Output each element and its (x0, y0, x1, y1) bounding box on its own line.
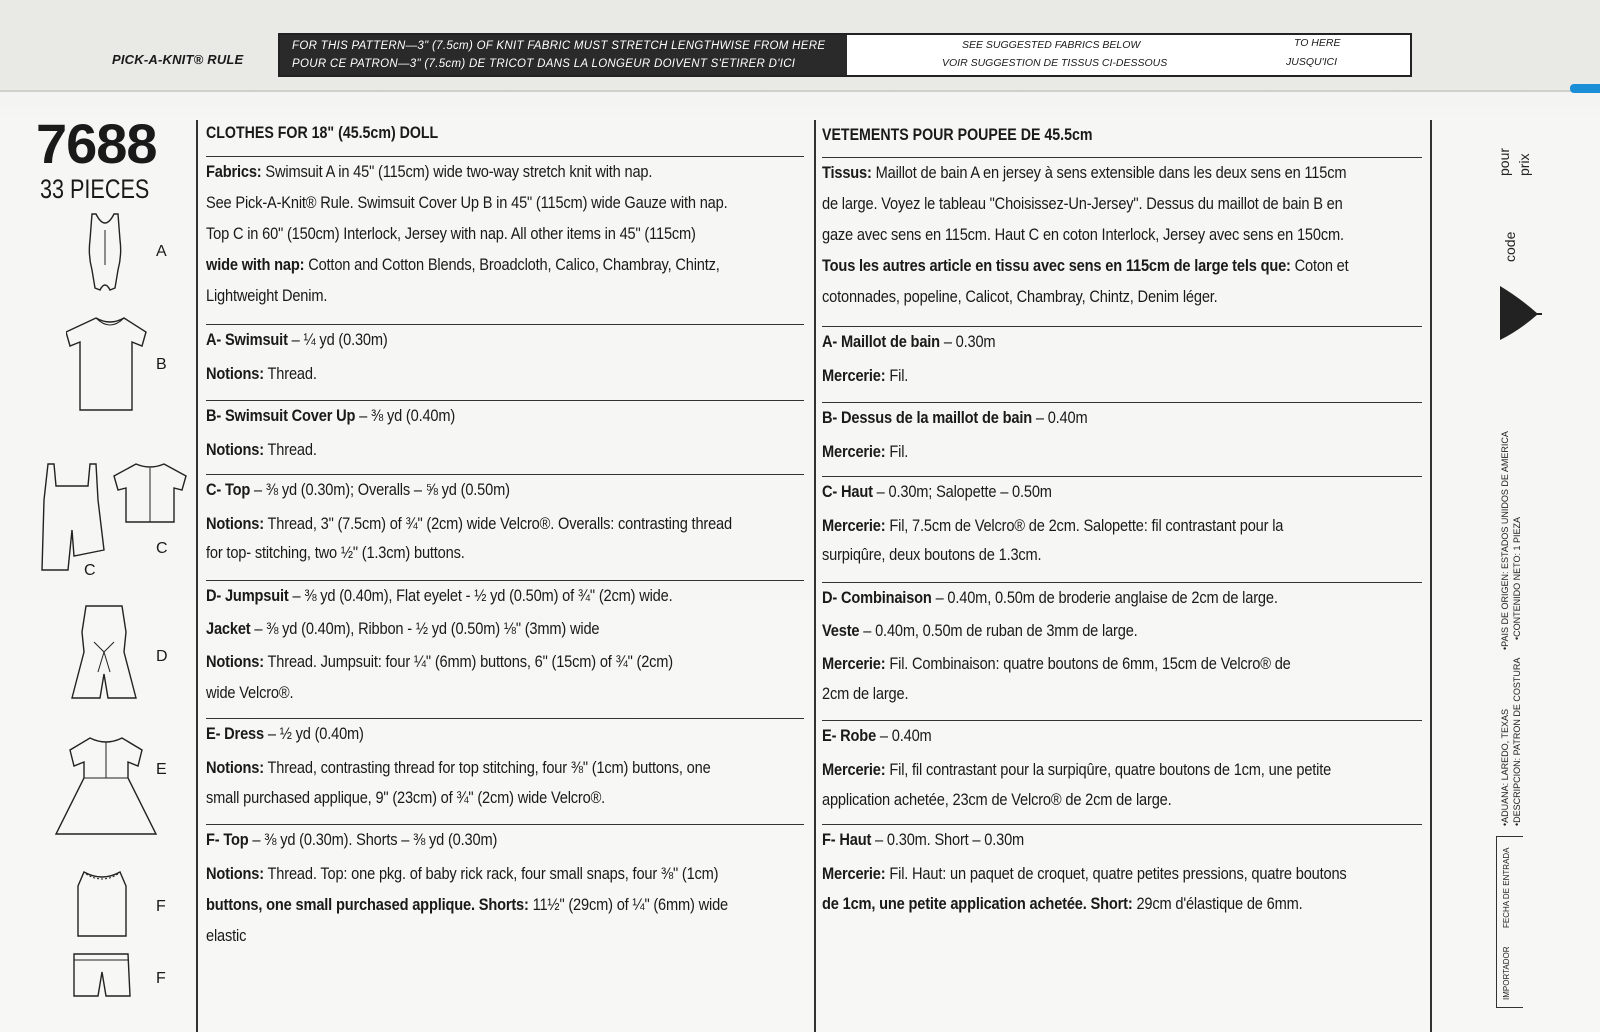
section-notions: Notions: Thread. Jumpsuit: four ¼" (6mm) buttons, 6" (15cm) of ¾" (2cm) (206, 652, 674, 671)
side-aduana: •ADUANA: LAREDO, TEXAS (1500, 708, 1510, 826)
english-fabrics (206, 156, 804, 305)
section-title: E- Robe – 0.40m (822, 726, 932, 745)
fabrics-line: Fabrics: Swimsuit A in 45" (115cm) wide two-way stretch knit with nap. (206, 162, 653, 181)
blue-tab-mark (1570, 84, 1600, 93)
french-column (822, 118, 1422, 1018)
letter-c-top: C (156, 540, 168, 557)
english-section-e (206, 718, 804, 807)
section-notions: Mercerie: Fil, 7.5cm de Velcro® de 2cm. Salopette: fil contrastant pour la (822, 516, 1284, 535)
side-importador: IMPORTADOR (1502, 946, 1511, 1000)
section-title: D- Combinaison – 0.40m, 0.50m de broderie anglaise de 2cm de large. (822, 588, 1278, 607)
section-notions: Notions: Thread. Top: one pkg. of baby rick rack, four small snaps, four ⅜" (1cm) (206, 864, 719, 883)
letter-b: B (156, 356, 167, 373)
side-code: code (1502, 231, 1518, 262)
section-notions: buttons, one small purchased applique. Shorts: 11½" (29cm) of ¼" (6mm) wide (206, 895, 729, 914)
section-notions: de 1cm, une petite application achetée. Short: 29cm d'élastique de 6mm. (822, 894, 1303, 913)
section-notions: small purchased applique, 9" (23cm) of ¾" (2cm) wide Velcro®. (206, 788, 606, 807)
letter-a: A (156, 243, 167, 260)
section-title: A- Swimsuit – ¼ yd (0.30m) (206, 330, 388, 349)
umbrella-icon (1498, 280, 1544, 346)
top-c-icon (112, 460, 192, 528)
section-title: A- Maillot de bain – 0.30m (822, 332, 996, 351)
fabrics-line: gaze avec sens en 115cm. Haut C en coton Interlock, Jersey avec sens en 150cm. (822, 225, 1344, 244)
pick-a-knit-rule-label: PICK-A-KNIT® RULE (112, 52, 244, 67)
swimsuit-a-icon (70, 210, 140, 300)
cover-up-b-icon (66, 312, 156, 417)
divider-right (1430, 120, 1432, 1032)
side-pour: pour (1496, 147, 1512, 176)
french-fabrics (822, 157, 1422, 306)
side-contents: •CONTENIDO NETO: 1 PIEZA (1512, 516, 1522, 640)
rule-line-french: POUR CE PATRON—3" (7.5cm) DE TRICOT DANS LA LONGEUR DOIVENT S'ETIRER D'ICI (292, 58, 796, 70)
english-section-f (206, 824, 804, 945)
english-heading: CLOTHES FOR 18" (45.5cm) DOLL (206, 124, 439, 142)
section-notions: Notions: Thread. (206, 440, 317, 459)
section-title: B- Dessus de la maillot de bain – 0.40m (822, 408, 1088, 427)
french-section-a (822, 326, 1422, 385)
english-section-c (206, 474, 804, 562)
jumpsuit-d-icon (64, 602, 144, 704)
fabrics-line: See Pick-A-Knit® Rule. Swimsuit Cover Up B in 45" (115cm) wide Gauze with nap. (206, 193, 728, 212)
letter-f-shorts: F (156, 970, 166, 987)
rule-jusquici: JUSQU'ICI (1286, 56, 1338, 68)
section-title: Jacket – ⅜ yd (0.40m), Ribbon - ½ yd (0.50m) ⅛" (3mm) wide (206, 619, 600, 638)
section-notions: application achetée, 23cm de Velcro® de 2cm de large. (822, 790, 1172, 809)
section-notions: wide Velcro®. (206, 683, 294, 702)
french-section-e (822, 720, 1422, 809)
pattern-number: 7688 (36, 112, 157, 175)
letter-c-overalls: C (84, 562, 96, 579)
letter-d: D (156, 648, 168, 665)
english-section-b (206, 400, 804, 459)
section-notions: Notions: Thread, 3" (7.5cm) of ¾" (2cm) wide Velcro®. Overalls: contrasting thread (206, 514, 732, 533)
side-fecha: FECHA DE ENTRADA (1502, 847, 1511, 928)
letter-f-top: F (156, 898, 166, 915)
section-title: E- Dress – ½ yd (0.40m) (206, 724, 364, 743)
french-section-d (822, 582, 1422, 703)
section-title: D- Jumpsuit – ⅜ yd (0.40m), Flat eyelet - ½ yd (0.50m) of ¾" (2cm) wide. (206, 586, 673, 605)
french-heading: VETEMENTS POUR POUPEE DE 45.5cm (822, 126, 1093, 144)
pick-a-knit-rule (278, 33, 1412, 77)
top-f-icon (70, 868, 134, 940)
fabrics-line: Top C in 60" (150cm) Interlock, Jersey with nap. All other items in 45" (115cm) (206, 224, 696, 243)
section-title: F- Top – ⅜ yd (0.30m). Shorts – ⅜ yd (0.30m) (206, 830, 498, 849)
french-section-f (822, 824, 1422, 913)
section-title: Veste – 0.40m, 0.50m de ruban de 3mm de large. (822, 621, 1138, 640)
shorts-f-icon (70, 950, 134, 1002)
section-title: B- Swimsuit Cover Up – ⅜ yd (0.40m) (206, 406, 456, 425)
letter-e: E (156, 761, 167, 778)
fabrics-line: Lightweight Denim. (206, 286, 328, 305)
side-origin: •PAIS DE ORIGEN: ESTADOS UNIDOS DE AMERICA (1500, 431, 1510, 650)
side-entry-box (1496, 836, 1523, 1008)
dress-e-icon (52, 734, 160, 840)
section-notions: Mercerie: Fil. (822, 442, 909, 461)
section-notions: Mercerie: Fil. (822, 366, 909, 385)
french-section-c (822, 476, 1422, 564)
rule-to-here: TO HERE (1294, 37, 1341, 49)
section-notions: surpiqûre, deux boutons de 1.3cm. (822, 545, 1042, 564)
section-notions: Mercerie: Fil. Haut: un paquet de croquet, quatre petites pressions, quatre boutons (822, 864, 1347, 883)
fabrics-line: de large. Voyez le tableau "Choisissez-Un-Jersey". Dessus du maillot de bain B en (822, 194, 1343, 213)
overalls-c-icon (38, 460, 112, 572)
section-notions: Notions: Thread. (206, 364, 317, 383)
section-notions: for top- stitching, two ½" (1.3cm) buttons. (206, 543, 465, 562)
section-notions: 2cm de large. (822, 684, 909, 703)
section-notions: Mercerie: Fil. Combinaison: quatre boutons de 6mm, 15cm de Velcro® de (822, 654, 1291, 673)
section-title: F- Haut – 0.30m. Short – 0.30m (822, 830, 1025, 849)
fabrics-line: wide with nap: Cotton and Cotton Blends, Broadcloth, Calico, Chambray, Chintz, (206, 255, 720, 274)
fabrics-line: cotonnades, popeline, Calicot, Chambray, Chintz, Denim léger. (822, 287, 1218, 306)
english-section-d (206, 580, 804, 702)
rule-stretch-zone (280, 35, 847, 75)
section-title: C- Haut – 0.30m; Salopette – 0.50m (822, 482, 1052, 501)
english-section-a (206, 324, 804, 383)
pattern-pieces: 33 PIECES (40, 174, 150, 204)
rule-line-english: FOR THIS PATTERN—3" (7.5cm) OF KNIT FABRIC MUST STRETCH LENGTHWISE FROM HERE (292, 40, 826, 52)
french-section-b (822, 402, 1422, 461)
section-title: C- Top – ⅜ yd (0.30m); Overalls – ⅝ yd (0.50m) (206, 480, 510, 499)
divider-middle (814, 120, 816, 1032)
fabrics-line: Tissus: Maillot de bain A en jersey à sens extensible dans les deux sens en 115cm (822, 163, 1347, 182)
side-prix: prix (1516, 153, 1532, 176)
rule-see-fabrics: SEE SUGGESTED FABRICS BELOW (962, 39, 1141, 51)
fabrics-line: Tous les autres article en tissu avec sens en 115cm de large tels que: Coton et (822, 256, 1349, 275)
rule-voir-tissus: VOIR SUGGESTION DE TISSUS CI-DESSOUS (942, 57, 1168, 69)
english-column (206, 118, 804, 1018)
section-notions: elastic (206, 926, 247, 945)
section-notions: Notions: Thread, contrasting thread for top stitching, four ⅜" (1cm) buttons, one (206, 758, 711, 777)
side-descripcion: •DESCRIPCION: PATRON DE COSTURA (1512, 657, 1522, 826)
section-notions: Mercerie: Fil, fil contrastant pour la surpiqûre, quatre boutons de 1cm, une petite (822, 760, 1332, 779)
divider-left (196, 120, 198, 1032)
